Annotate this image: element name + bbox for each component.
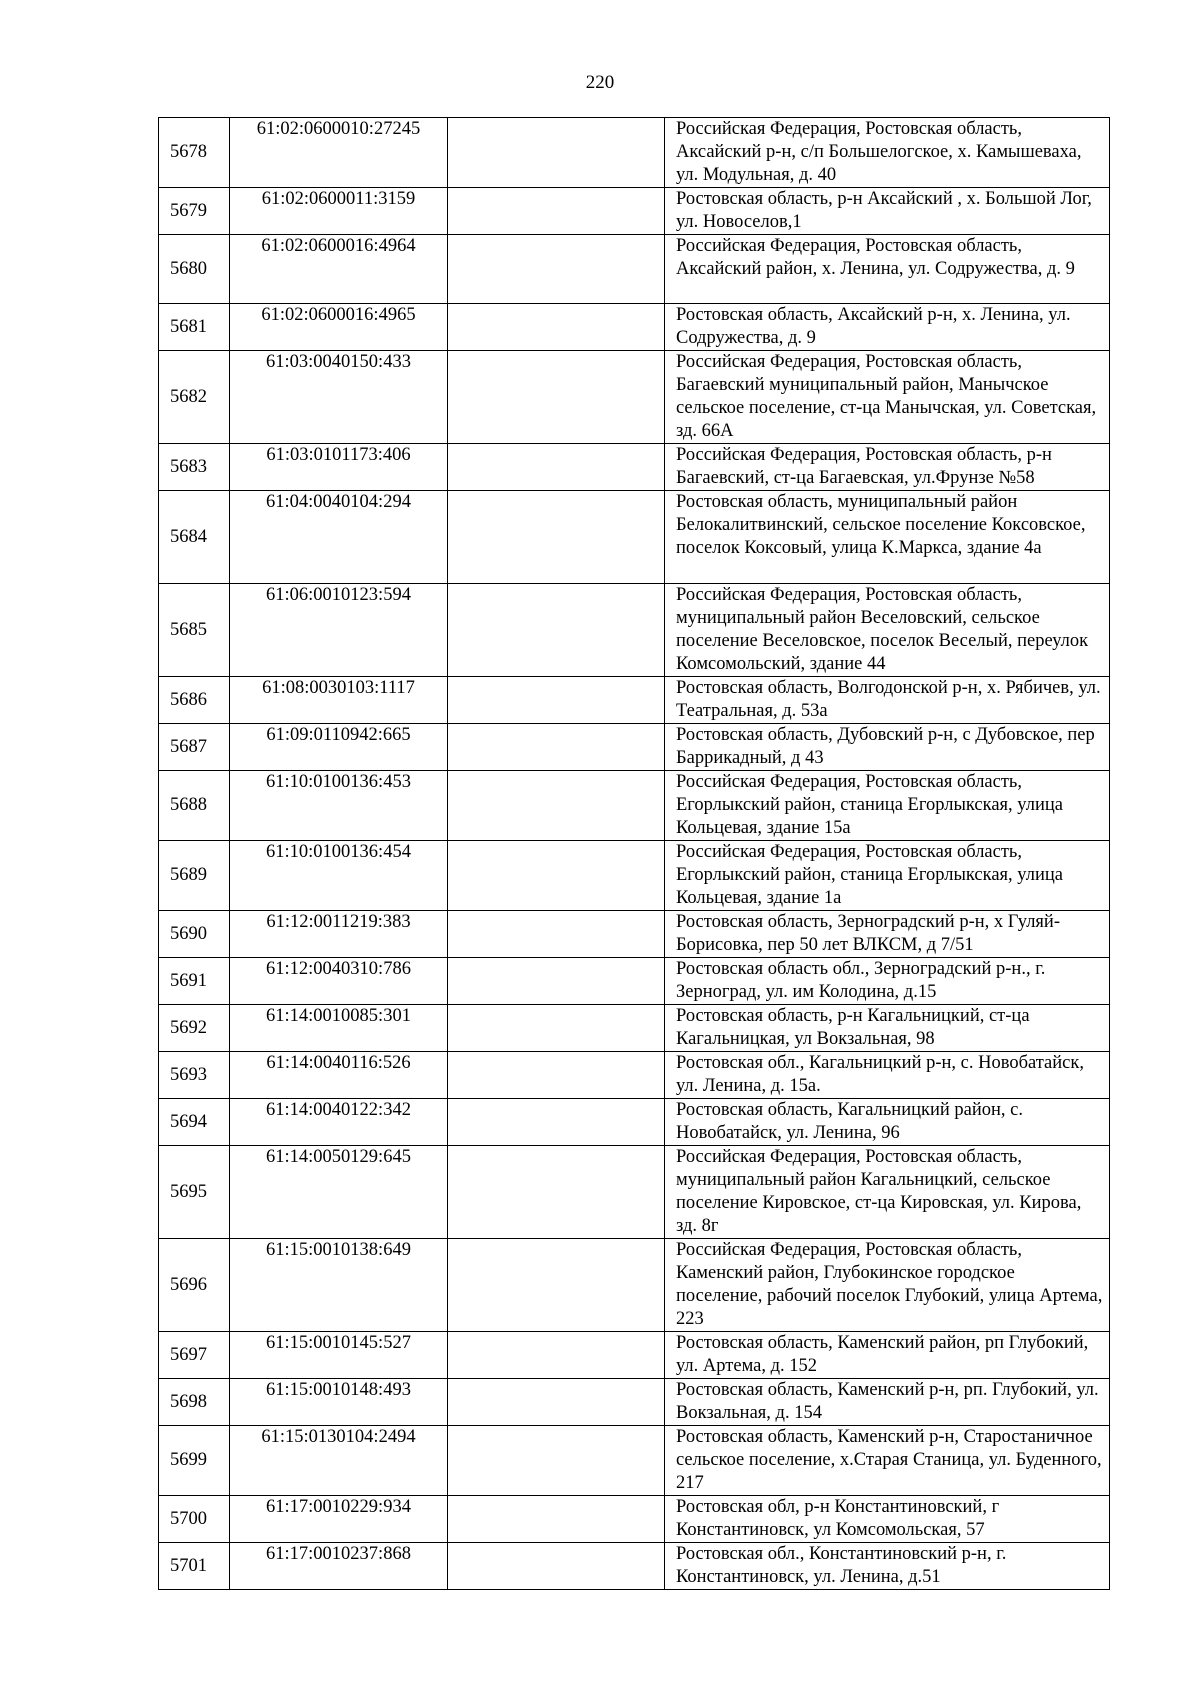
address-cell: Российская Федерация, Ростовская область, муниципальный район Кагальницкий, сельское поселение Кировское, ст-ца Кировская, ул. Кирова, зд. 8г — [665, 1146, 1110, 1239]
cadastral-number-cell: 61:14:0050129:645 — [230, 1146, 448, 1239]
table-row — [159, 771, 1110, 841]
address-cell: Ростовская область, Каменский район, рп Глубокий, ул. Артема, д. 152 — [665, 1332, 1110, 1379]
empty-cell — [448, 1332, 665, 1379]
address-cell: Российская Федерация, Ростовская область, Багаевский муниципальный район, Манычское сельское поселение, ст-ца Манычская, ул. Советская, зд. 66А — [665, 351, 1110, 444]
cadastral-number-cell: 61:14:0010085:301 — [230, 1005, 448, 1052]
empty-cell — [448, 1426, 665, 1496]
row-number-cell: 5685 — [159, 584, 230, 677]
row-number-cell: 5684 — [159, 491, 230, 584]
cadastral-number-cell: 61:14:0040122:342 — [230, 1099, 448, 1146]
empty-cell — [448, 188, 665, 235]
empty-cell — [448, 1052, 665, 1099]
address-cell: Российская Федерация, Ростовская область, Аксайский р-н, с/п Большелогское, х. Камышеваха, ул. Модульная, д. 40 — [665, 118, 1110, 188]
row-number-cell: 5689 — [159, 841, 230, 911]
cadastral-number-cell: 61:02:0600016:4964 — [230, 235, 448, 304]
row-number-cell: 5688 — [159, 771, 230, 841]
empty-cell — [448, 118, 665, 188]
row-number-cell: 5691 — [159, 958, 230, 1005]
address-cell: Ростовская область, Каменский р-н, Старостаничное сельское поселение, х.Старая Станица, ул. Буденного, 217 — [665, 1426, 1110, 1496]
address-cell: Российская Федерация, Ростовская область, р-н Багаевский, ст-ца Багаевская, ул.Фрунзе №58 — [665, 444, 1110, 491]
table-row — [159, 1099, 1110, 1146]
table-row — [159, 491, 1110, 584]
table-row — [159, 958, 1110, 1005]
address-cell: Российская Федерация, Ростовская область, Каменский район, Глубокинское городское поселение, рабочий поселок Глубокий, улица Артема, 223 — [665, 1239, 1110, 1332]
table-row — [159, 444, 1110, 491]
cadastral-number-cell: 61:02:0600010:27245 — [230, 118, 448, 188]
cadastral-number-cell: 61:02:0600016:4965 — [230, 304, 448, 351]
cadastral-number-cell: 61:14:0040116:526 — [230, 1052, 448, 1099]
cadastral-number-cell: 61:09:0110942:665 — [230, 724, 448, 771]
table-row — [159, 1543, 1110, 1590]
row-number-cell: 5692 — [159, 1005, 230, 1052]
cadastral-number-cell: 61:04:0040104:294 — [230, 491, 448, 584]
table-row — [159, 188, 1110, 235]
cadastral-number-cell: 61:15:0130104:2494 — [230, 1426, 448, 1496]
row-number-cell: 5680 — [159, 235, 230, 304]
address-cell: Российская Федерация, Ростовская область, Аксайский район, х. Ленина, ул. Содружества, д. 9 — [665, 235, 1110, 304]
page-number: 220 — [585, 72, 615, 93]
row-number-cell: 5686 — [159, 677, 230, 724]
empty-cell — [448, 491, 665, 584]
cadastral-number-cell: 61:02:0600011:3159 — [230, 188, 448, 235]
address-cell: Ростовская область, Волгодонской р-н, х. Рябичев, ул. Театральная, д. 53а — [665, 677, 1110, 724]
address-cell: Российская Федерация, Ростовская область, муниципальный район Веселовский, сельское поселение Веселовское, поселок Веселый, переулок Комсомольский, здание 44 — [665, 584, 1110, 677]
empty-cell — [448, 1543, 665, 1590]
address-cell: Российская Федерация, Ростовская область, Егорлыкский район, станица Егорлыкская, улица Кольцевая, здание 15а — [665, 771, 1110, 841]
row-number-cell: 5681 — [159, 304, 230, 351]
table-row — [159, 724, 1110, 771]
empty-cell — [448, 235, 665, 304]
table-row — [159, 1426, 1110, 1496]
empty-cell — [448, 584, 665, 677]
row-number-cell: 5698 — [159, 1379, 230, 1426]
row-number-cell: 5682 — [159, 351, 230, 444]
cadastral-number-cell: 61:06:0010123:594 — [230, 584, 448, 677]
address-cell: Ростовская обл, р-н Константиновский, г Константиновск, ул Комсомольская, 57 — [665, 1496, 1110, 1543]
address-cell: Ростовская область, р-н Кагальницкий, ст-ца Кагальницкая, ул Вокзальная, 98 — [665, 1005, 1110, 1052]
table-row — [159, 235, 1110, 304]
cadastral-number-cell: 61:12:0040310:786 — [230, 958, 448, 1005]
cadastral-number-cell: 61:08:0030103:1117 — [230, 677, 448, 724]
cadastral-number-cell: 61:03:0040150:433 — [230, 351, 448, 444]
empty-cell — [448, 841, 665, 911]
empty-cell — [448, 911, 665, 958]
address-cell: Ростовская обл., Константиновский р-н, г. Константиновск, ул. Ленина, д.51 — [665, 1543, 1110, 1590]
table-row — [159, 1146, 1110, 1239]
row-number-cell: 5701 — [159, 1543, 230, 1590]
table-row — [159, 1332, 1110, 1379]
address-cell: Российская Федерация, Ростовская область, Егорлыкский район, станица Егорлыкская, улица Кольцевая, здание 1а — [665, 841, 1110, 911]
empty-cell — [448, 1146, 665, 1239]
row-number-cell: 5699 — [159, 1426, 230, 1496]
row-number-cell: 5696 — [159, 1239, 230, 1332]
empty-cell — [448, 1099, 665, 1146]
empty-cell — [448, 724, 665, 771]
empty-cell — [448, 1379, 665, 1426]
row-number-cell: 5694 — [159, 1099, 230, 1146]
cadastral-number-cell: 61:10:0100136:453 — [230, 771, 448, 841]
address-cell: Ростовская область, Кагальницкий район, с. Новобатайск, ул. Ленина, 96 — [665, 1099, 1110, 1146]
table-row — [159, 911, 1110, 958]
address-cell: Ростовская область, Зерноградский р-н, х Гуляй-Борисовка, пер 50 лет ВЛКСМ, д 7/51 — [665, 911, 1110, 958]
table-row — [159, 1496, 1110, 1543]
empty-cell — [448, 1496, 665, 1543]
table-row — [159, 1379, 1110, 1426]
row-number-cell: 5693 — [159, 1052, 230, 1099]
table-row — [159, 1005, 1110, 1052]
table-row — [159, 584, 1110, 677]
row-number-cell: 5697 — [159, 1332, 230, 1379]
cadastral-number-cell: 61:15:0010138:649 — [230, 1239, 448, 1332]
cadastral-number-cell: 61:17:0010237:868 — [230, 1543, 448, 1590]
table-row — [159, 1052, 1110, 1099]
row-number-cell: 5690 — [159, 911, 230, 958]
table-row — [159, 1239, 1110, 1332]
table-row — [159, 118, 1110, 188]
table-row — [159, 304, 1110, 351]
empty-cell — [448, 958, 665, 1005]
cadastral-number-cell: 61:10:0100136:454 — [230, 841, 448, 911]
address-cell: Ростовская область обл., Зерноградский р-н., г. Зерноград, ул. им Колодина, д.15 — [665, 958, 1110, 1005]
empty-cell — [448, 444, 665, 491]
empty-cell — [448, 304, 665, 351]
empty-cell — [448, 1239, 665, 1332]
row-number-cell: 5687 — [159, 724, 230, 771]
cadastral-number-cell: 61:03:0101173:406 — [230, 444, 448, 491]
row-number-cell: 5679 — [159, 188, 230, 235]
row-number-cell: 5683 — [159, 444, 230, 491]
table-row — [159, 677, 1110, 724]
table-row — [159, 841, 1110, 911]
cadastral-number-cell: 61:15:0010145:527 — [230, 1332, 448, 1379]
address-cell: Ростовская область, муниципальный район Белокалитвинский, сельское поселение Коксовское, поселок Коксовый, улица К.Маркса, здание 4а — [665, 491, 1110, 584]
row-number-cell: 5695 — [159, 1146, 230, 1239]
empty-cell — [448, 1005, 665, 1052]
cadastral-number-cell: 61:12:0011219:383 — [230, 911, 448, 958]
address-cell: Ростовская обл., Кагальницкий р-н, с. Новобатайск, ул. Ленина, д. 15а. — [665, 1052, 1110, 1099]
empty-cell — [448, 351, 665, 444]
address-cell: Ростовская область, Аксайский р-н, х. Ленина, ул. Содружества, д. 9 — [665, 304, 1110, 351]
row-number-cell: 5700 — [159, 1496, 230, 1543]
property-registry-table — [158, 117, 1110, 1590]
table-row — [159, 351, 1110, 444]
address-cell: Ростовская область, Каменский р-н, рп. Глубокий, ул. Вокзальная, д. 154 — [665, 1379, 1110, 1426]
address-cell: Ростовская область, р-н Аксайский , х. Большой Лог, ул. Новоселов,1 — [665, 188, 1110, 235]
cadastral-number-cell: 61:15:0010148:493 — [230, 1379, 448, 1426]
empty-cell — [448, 771, 665, 841]
cadastral-number-cell: 61:17:0010229:934 — [230, 1496, 448, 1543]
empty-cell — [448, 677, 665, 724]
address-cell: Ростовская область, Дубовский р-н, с Дубовское, пер Баррикадный, д 43 — [665, 724, 1110, 771]
row-number-cell: 5678 — [159, 118, 230, 188]
registry-table-body — [159, 118, 1110, 1590]
